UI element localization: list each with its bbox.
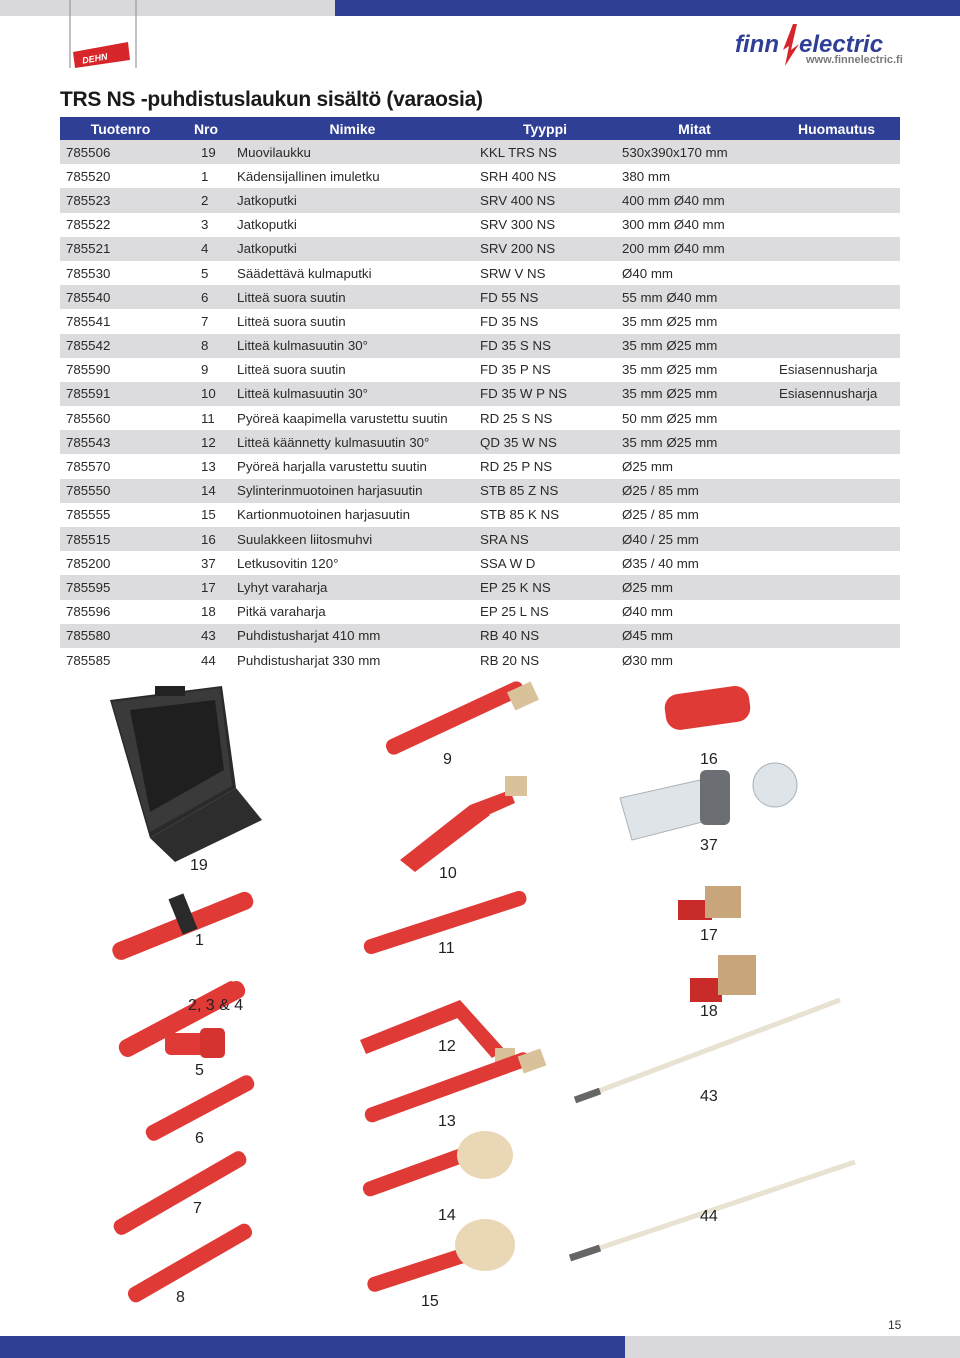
label-9: 9	[443, 751, 452, 768]
cell-nimike: Jatkoputki	[231, 213, 474, 237]
col-header-tuotenro: Tuotenro	[60, 117, 181, 140]
cell-nimike: Muovilaukku	[231, 140, 474, 164]
cell-nro: 16	[181, 527, 231, 551]
cell-mitat: Ø25 mm	[616, 575, 773, 599]
brush-14-image	[361, 1131, 513, 1198]
cell-mitat: Ø40 / 25 mm	[616, 527, 773, 551]
cell-tuotenro: 785522	[60, 213, 181, 237]
cell-nro: 19	[181, 140, 231, 164]
label-11: 11	[438, 940, 455, 957]
cell-mitat: Ø30 mm	[616, 648, 773, 672]
label-14: 14	[438, 1207, 456, 1224]
svg-text:electric: electric	[799, 31, 884, 58]
label-13: 13	[438, 1113, 456, 1130]
cell-mitat: 300 mm Ø40 mm	[616, 213, 773, 237]
cell-nro: 2	[181, 188, 231, 212]
cell-huomautus: Esiasennusharja	[773, 358, 900, 382]
cell-tuotenro: 785520	[60, 164, 181, 188]
cell-tyyppi: SSA W D	[474, 551, 616, 575]
cell-huomautus: Esiasennusharja	[773, 382, 900, 406]
cell-nro: 7	[181, 309, 231, 333]
col-header-mitat: Mitat	[616, 117, 773, 140]
spare-brush-18-image	[690, 955, 756, 1002]
cell-mitat: Ø25 mm	[616, 454, 773, 478]
cell-nimike: Pyöreä kaapimella varustettu suutin	[231, 406, 474, 430]
cell-tuotenro: 785590	[60, 358, 181, 382]
cell-tuotenro: 785595	[60, 575, 181, 599]
cell-nimike: Jatkoputki	[231, 188, 474, 212]
cell-tyyppi: FD 35 P NS	[474, 358, 616, 382]
cell-nro: 44	[181, 648, 231, 672]
label-37: 37	[700, 837, 718, 854]
label-16: 16	[700, 751, 718, 768]
label-44: 44	[700, 1208, 718, 1225]
cell-mitat: Ø25 / 85 mm	[616, 479, 773, 503]
cell-tyyppi: EP 25 K NS	[474, 575, 616, 599]
cell-tyyppi: SRV 300 NS	[474, 213, 616, 237]
cell-tyyppi: FD 35 W P NS	[474, 382, 616, 406]
cell-mitat: 35 mm Ø25 mm	[616, 309, 773, 333]
page-title: TRS NS -puhdistuslaukun sisältö (varaosia)	[60, 88, 483, 111]
cell-tuotenro: 785542	[60, 334, 181, 358]
cell-nro: 6	[181, 285, 231, 309]
cell-nro: 1	[181, 164, 231, 188]
hose-adapter-37-image	[620, 763, 797, 840]
cell-nimike: Litteä suora suutin	[231, 285, 474, 309]
cell-mitat: 35 mm Ø25 mm	[616, 382, 773, 406]
cell-nro: 43	[181, 624, 231, 648]
cell-nimike: Sylinterinmuotoinen harjasuutin	[231, 479, 474, 503]
cell-tuotenro: 785543	[60, 430, 181, 454]
cell-nro: 8	[181, 334, 231, 358]
col-header-nimike: Nimike	[231, 117, 474, 140]
cell-tuotenro: 785515	[60, 527, 181, 551]
label-15: 15	[421, 1293, 439, 1310]
label-2-3-4: 2, 3 & 4	[188, 997, 244, 1014]
cell-tuotenro: 785596	[60, 600, 181, 624]
cell-nimike: Pitkä varaharja	[231, 600, 474, 624]
label-10: 10	[439, 865, 457, 882]
cell-mitat: 200 mm Ø40 mm	[616, 237, 773, 261]
cell-nro: 9	[181, 358, 231, 382]
label-18: 18	[700, 1003, 718, 1020]
cell-tyyppi: SRH 400 NS	[474, 164, 616, 188]
col-header-huomautus: Huomautus	[773, 117, 900, 140]
cell-tuotenro: 785200	[60, 551, 181, 575]
cell-tuotenro: 785580	[60, 624, 181, 648]
cell-mitat: 35 mm Ø25 mm	[616, 430, 773, 454]
cell-tuotenro: 785550	[60, 479, 181, 503]
cell-nro: 15	[181, 503, 231, 527]
cell-mitat: Ø45 mm	[616, 624, 773, 648]
cell-tyyppi: STB 85 K NS	[474, 503, 616, 527]
cell-nimike: Pyöreä harjalla varustettu suutin	[231, 454, 474, 478]
cell-tyyppi: STB 85 Z NS	[474, 479, 616, 503]
page-number: 15	[888, 1318, 902, 1332]
label-7: 7	[193, 1200, 202, 1217]
cell-mitat: Ø25 / 85 mm	[616, 503, 773, 527]
cell-nro: 18	[181, 600, 231, 624]
cell-nro: 10	[181, 382, 231, 406]
spare-brush-17-image	[678, 886, 741, 920]
cell-tuotenro: 785541	[60, 309, 181, 333]
cell-tyyppi: EP 25 L NS	[474, 600, 616, 624]
cell-nimike: Litteä suora suutin	[231, 309, 474, 333]
cell-mitat: Ø35 / 40 mm	[616, 551, 773, 575]
cell-mitat: 380 mm	[616, 164, 773, 188]
nozzle-12-image	[360, 1000, 515, 1068]
cell-nimike: Litteä kulmasuutin 30°	[231, 382, 474, 406]
cell-nimike: Säädettävä kulmaputki	[231, 261, 474, 285]
cell-tyyppi: SRV 400 NS	[474, 188, 616, 212]
svg-text:DEHN: DEHN	[81, 51, 109, 66]
cell-nro: 3	[181, 213, 231, 237]
cell-nro: 12	[181, 430, 231, 454]
cell-nimike: Lyhyt varaharja	[231, 575, 474, 599]
col-header-tyyppi: Tyyppi	[474, 117, 616, 140]
label-17: 17	[700, 927, 718, 944]
cell-nimike: Litteä kulmasuutin 30°	[231, 334, 474, 358]
cell-tyyppi: RD 25 S NS	[474, 406, 616, 430]
cell-nro: 14	[181, 479, 231, 503]
cell-tuotenro: 785585	[60, 648, 181, 672]
cell-mitat: 400 mm Ø40 mm	[616, 188, 773, 212]
cell-tyyppi: SRW V NS	[474, 261, 616, 285]
cell-nimike: Suulakkeen liitosmuhvi	[231, 527, 474, 551]
cell-nimike: Litteä käännetty kulmasuutin 30°	[231, 430, 474, 454]
bottom-bar-gray	[625, 1336, 960, 1358]
label-43: 43	[700, 1088, 718, 1105]
cell-tuotenro: 785521	[60, 237, 181, 261]
cell-tuotenro: 785506	[60, 140, 181, 164]
svg-text:finn: finn	[735, 31, 779, 58]
cell-nro: 13	[181, 454, 231, 478]
label-6: 6	[195, 1130, 204, 1147]
brush-15-image	[366, 1219, 515, 1294]
cell-nimike: Puhdistusharjat 410 mm	[231, 624, 474, 648]
cell-tyyppi: RD 25 P NS	[474, 454, 616, 478]
cell-nimike: Kädensijallinen imuletku	[231, 164, 474, 188]
cell-nro: 37	[181, 551, 231, 575]
cell-tuotenro: 785560	[60, 406, 181, 430]
cell-tyyppi: RB 20 NS	[474, 648, 616, 672]
cell-tyyppi: FD 35 NS	[474, 309, 616, 333]
label-8: 8	[176, 1289, 185, 1306]
cell-tyyppi: QD 35 W NS	[474, 430, 616, 454]
bottom-bar-blue	[0, 1336, 625, 1358]
cell-tyyppi: FD 55 NS	[474, 285, 616, 309]
cell-nro: 5	[181, 261, 231, 285]
label-19: 19	[190, 857, 208, 874]
cell-tuotenro: 785591	[60, 382, 181, 406]
cell-tuotenro: 785530	[60, 261, 181, 285]
cell-nimike: Kartionmuotoinen harjasuutin	[231, 503, 474, 527]
cell-mitat: 35 mm Ø25 mm	[616, 334, 773, 358]
cell-nimike: Litteä suora suutin	[231, 358, 474, 382]
handle-hose-image	[110, 889, 256, 962]
cell-mitat: 530x390x170 mm	[616, 140, 773, 164]
cell-tyyppi: SRA NS	[474, 527, 616, 551]
cell-tuotenro: 785555	[60, 503, 181, 527]
cell-nimike: Jatkoputki	[231, 237, 474, 261]
nozzle-7-image	[111, 1149, 249, 1238]
cell-nimike: Letkusovitin 120°	[231, 551, 474, 575]
cell-tyyppi: RB 40 NS	[474, 624, 616, 648]
cell-mitat: Ø40 mm	[616, 261, 773, 285]
cell-tyyppi: SRV 200 NS	[474, 237, 616, 261]
label-5: 5	[195, 1062, 204, 1079]
cell-tuotenro: 785523	[60, 188, 181, 212]
label-12: 12	[438, 1038, 456, 1055]
cell-tyyppi: KKL TRS NS	[474, 140, 616, 164]
cell-tuotenro: 785540	[60, 285, 181, 309]
cell-mitat: 35 mm Ø25 mm	[616, 358, 773, 382]
cell-mitat: 50 mm Ø25 mm	[616, 406, 773, 430]
case-image	[110, 686, 262, 862]
cell-mitat: 55 mm Ø40 mm	[616, 285, 773, 309]
col-header-nro: Nro	[181, 117, 231, 140]
coupler-16-image	[663, 684, 752, 731]
website-text[interactable]: www.finnelectric.fi	[806, 54, 903, 66]
label-1: 1	[195, 932, 204, 949]
nozzle-10-image	[400, 776, 527, 872]
cell-nimike: Puhdistusharjat 330 mm	[231, 648, 474, 672]
nozzle-8-image	[125, 1221, 254, 1305]
cell-nro: 11	[181, 406, 231, 430]
cell-nro: 4	[181, 237, 231, 261]
cell-tuotenro: 785570	[60, 454, 181, 478]
cell-nro: 17	[181, 575, 231, 599]
cell-mitat: Ø40 mm	[616, 600, 773, 624]
nozzle-9-image	[384, 679, 539, 757]
cell-tyyppi: FD 35 S NS	[474, 334, 616, 358]
